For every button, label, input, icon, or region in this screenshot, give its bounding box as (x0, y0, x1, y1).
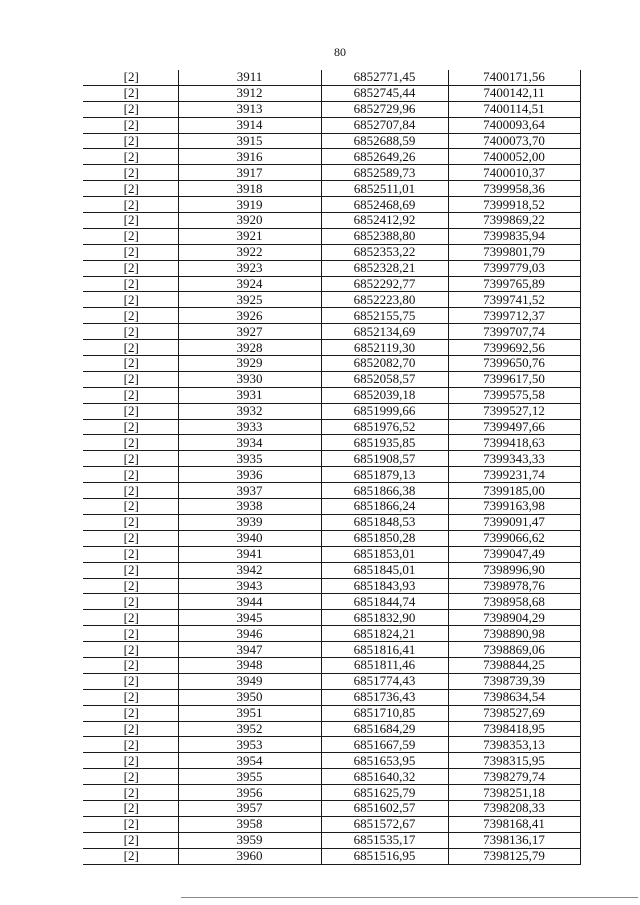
point-number-cell: 3947 (178, 642, 321, 658)
table-row (83, 356, 580, 372)
table-row (83, 292, 580, 308)
y-coordinate-cell: 7399047,49 (448, 546, 580, 562)
x-coordinate-cell: 6852058,57 (321, 371, 448, 387)
table-row (83, 340, 580, 356)
x-coordinate-cell: 6851684,29 (321, 721, 448, 737)
point-number-cell: 3942 (178, 562, 321, 578)
x-coordinate-cell: 6852589,73 (321, 165, 448, 181)
point-number-cell: 3949 (178, 673, 321, 689)
x-coordinate-cell: 6851844,74 (321, 594, 448, 610)
source-ref-cell: [2] (83, 578, 178, 594)
point-number-cell: 3940 (178, 530, 321, 546)
point-number-cell: 3937 (178, 483, 321, 499)
y-coordinate-cell: 7398904,29 (448, 610, 580, 626)
x-coordinate-cell: 6851848,53 (321, 514, 448, 530)
y-coordinate-cell: 7400010,37 (448, 165, 580, 181)
table-row (83, 387, 580, 403)
x-coordinate-cell: 6851602,57 (321, 800, 448, 816)
table-row (83, 689, 580, 705)
x-coordinate-cell: 6851866,24 (321, 499, 448, 515)
page-number: 80 (334, 45, 346, 59)
x-coordinate-cell: 6852292,77 (321, 276, 448, 292)
y-coordinate-cell: 7398208,33 (448, 800, 580, 816)
table-row (83, 483, 580, 499)
y-coordinate-cell: 7399801,79 (448, 244, 580, 260)
y-coordinate-cell: 7399575,58 (448, 387, 580, 403)
x-coordinate-cell: 6851667,59 (321, 737, 448, 753)
source-ref-cell: [2] (83, 117, 178, 133)
y-coordinate-cell: 7399835,94 (448, 228, 580, 244)
point-number-cell: 3959 (178, 832, 321, 848)
source-ref-cell: [2] (83, 292, 178, 308)
y-coordinate-cell: 7399918,52 (448, 197, 580, 213)
source-ref-cell: [2] (83, 737, 178, 753)
source-ref-cell: [2] (83, 276, 178, 292)
point-number-cell: 3926 (178, 308, 321, 324)
y-coordinate-cell: 7399418,63 (448, 435, 580, 451)
x-coordinate-cell: 6852082,70 (321, 356, 448, 372)
x-coordinate-cell: 6852688,59 (321, 133, 448, 149)
point-number-cell: 3933 (178, 419, 321, 435)
table-row (83, 530, 580, 546)
point-number-cell: 3958 (178, 816, 321, 832)
x-coordinate-cell: 6851999,66 (321, 403, 448, 419)
table-row (83, 70, 580, 85)
x-coordinate-cell: 6852412,92 (321, 213, 448, 229)
x-coordinate-cell: 6851816,41 (321, 642, 448, 658)
table-row (83, 435, 580, 451)
table-row (83, 133, 580, 149)
y-coordinate-cell: 7398978,76 (448, 578, 580, 594)
point-number-cell: 3920 (178, 213, 321, 229)
x-coordinate-cell: 6851824,21 (321, 626, 448, 642)
y-coordinate-cell: 7398353,13 (448, 737, 580, 753)
y-coordinate-cell: 7399765,89 (448, 276, 580, 292)
source-ref-cell: [2] (83, 705, 178, 721)
table-row (83, 610, 580, 626)
table-row (83, 276, 580, 292)
point-number-cell: 3928 (178, 340, 321, 356)
point-number-cell: 3946 (178, 626, 321, 642)
source-ref-cell: [2] (83, 800, 178, 816)
source-ref-cell: [2] (83, 626, 178, 642)
y-coordinate-cell: 7398890,98 (448, 626, 580, 642)
source-ref-cell: [2] (83, 324, 178, 340)
x-coordinate-cell: 6851832,90 (321, 610, 448, 626)
coordinates-table-body (83, 70, 580, 864)
source-ref-cell: [2] (83, 483, 178, 499)
table-row (83, 816, 580, 832)
point-number-cell: 3929 (178, 356, 321, 372)
point-number-cell: 3931 (178, 387, 321, 403)
y-coordinate-cell: 7399712,37 (448, 308, 580, 324)
x-coordinate-cell: 6851710,85 (321, 705, 448, 721)
x-coordinate-cell: 6851935,85 (321, 435, 448, 451)
source-ref-cell: [2] (83, 514, 178, 530)
coordinates-table (83, 70, 581, 865)
y-coordinate-cell: 7399617,50 (448, 371, 580, 387)
source-ref-cell: [2] (83, 594, 178, 610)
x-coordinate-cell: 6851866,38 (321, 483, 448, 499)
source-ref-cell: [2] (83, 149, 178, 165)
point-number-cell: 3922 (178, 244, 321, 260)
source-ref-cell: [2] (83, 308, 178, 324)
y-coordinate-cell: 7399527,12 (448, 403, 580, 419)
point-number-cell: 3957 (178, 800, 321, 816)
source-ref-cell: [2] (83, 85, 178, 101)
x-coordinate-cell: 6851811,46 (321, 657, 448, 673)
source-ref-cell: [2] (83, 642, 178, 658)
table-row (83, 149, 580, 165)
y-coordinate-cell: 7400142,11 (448, 85, 580, 101)
y-coordinate-cell: 7398869,06 (448, 642, 580, 658)
y-coordinate-cell: 7399163,98 (448, 499, 580, 515)
bottom-rule (181, 897, 638, 898)
x-coordinate-cell: 6852771,45 (321, 70, 448, 85)
source-ref-cell: [2] (83, 689, 178, 705)
point-number-cell: 3932 (178, 403, 321, 419)
point-number-cell: 3912 (178, 85, 321, 101)
point-number-cell: 3939 (178, 514, 321, 530)
table-row (83, 117, 580, 133)
x-coordinate-cell: 6851850,28 (321, 530, 448, 546)
table-row (83, 451, 580, 467)
table-row (83, 419, 580, 435)
x-coordinate-cell: 6852468,69 (321, 197, 448, 213)
x-coordinate-cell: 6851640,32 (321, 769, 448, 785)
x-coordinate-cell: 6852119,30 (321, 340, 448, 356)
x-coordinate-cell: 6851535,17 (321, 832, 448, 848)
point-number-cell: 3925 (178, 292, 321, 308)
y-coordinate-cell: 7399497,66 (448, 419, 580, 435)
table-row (83, 101, 580, 117)
y-coordinate-cell: 7399343,33 (448, 451, 580, 467)
y-coordinate-cell: 7400052,00 (448, 149, 580, 165)
table-row (83, 832, 580, 848)
source-ref-cell: [2] (83, 610, 178, 626)
y-coordinate-cell: 7398251,18 (448, 785, 580, 801)
source-ref-cell: [2] (83, 769, 178, 785)
point-number-cell: 3951 (178, 705, 321, 721)
point-number-cell: 3917 (178, 165, 321, 181)
table-row (83, 514, 580, 530)
table-row (83, 737, 580, 753)
source-ref-cell: [2] (83, 356, 178, 372)
source-ref-cell: [2] (83, 165, 178, 181)
table-row (83, 260, 580, 276)
source-ref-cell: [2] (83, 546, 178, 562)
x-coordinate-cell: 6851879,13 (321, 467, 448, 483)
x-coordinate-cell: 6851853,01 (321, 546, 448, 562)
point-number-cell: 3948 (178, 657, 321, 673)
x-coordinate-cell: 6851653,95 (321, 753, 448, 769)
table-row (83, 642, 580, 658)
source-ref-cell: [2] (83, 657, 178, 673)
point-number-cell: 3956 (178, 785, 321, 801)
table-row (83, 403, 580, 419)
y-coordinate-cell: 7400093,64 (448, 117, 580, 133)
y-coordinate-cell: 7398527,69 (448, 705, 580, 721)
source-ref-cell: [2] (83, 721, 178, 737)
point-number-cell: 3936 (178, 467, 321, 483)
table-row (83, 800, 580, 816)
table-row (83, 848, 580, 864)
point-number-cell: 3918 (178, 181, 321, 197)
x-coordinate-cell: 6852039,18 (321, 387, 448, 403)
source-ref-cell: [2] (83, 228, 178, 244)
table-row (83, 244, 580, 260)
source-ref-cell: [2] (83, 499, 178, 515)
y-coordinate-cell: 7400171,56 (448, 70, 580, 85)
table-row (83, 371, 580, 387)
y-coordinate-cell: 7398958,68 (448, 594, 580, 610)
point-number-cell: 3927 (178, 324, 321, 340)
x-coordinate-cell: 6852223,80 (321, 292, 448, 308)
source-ref-cell: [2] (83, 753, 178, 769)
y-coordinate-cell: 7399779,03 (448, 260, 580, 276)
point-number-cell: 3953 (178, 737, 321, 753)
point-number-cell: 3960 (178, 848, 321, 864)
point-number-cell: 3934 (178, 435, 321, 451)
table-row (83, 197, 580, 213)
source-ref-cell: [2] (83, 101, 178, 117)
source-ref-cell: [2] (83, 848, 178, 864)
y-coordinate-cell: 7398418,95 (448, 721, 580, 737)
point-number-cell: 3914 (178, 117, 321, 133)
source-ref-cell: [2] (83, 451, 178, 467)
point-number-cell: 3935 (178, 451, 321, 467)
source-ref-cell: [2] (83, 435, 178, 451)
point-number-cell: 3913 (178, 101, 321, 117)
table-row (83, 721, 580, 737)
table-row (83, 657, 580, 673)
source-ref-cell: [2] (83, 403, 178, 419)
x-coordinate-cell: 6851976,52 (321, 419, 448, 435)
y-coordinate-cell: 7398136,17 (448, 832, 580, 848)
table-row (83, 753, 580, 769)
y-coordinate-cell: 7398739,39 (448, 673, 580, 689)
table-row (83, 85, 580, 101)
table-row (83, 467, 580, 483)
point-number-cell: 3941 (178, 546, 321, 562)
source-ref-cell: [2] (83, 562, 178, 578)
x-coordinate-cell: 6852353,22 (321, 244, 448, 260)
x-coordinate-cell: 6851736,43 (321, 689, 448, 705)
source-ref-cell: [2] (83, 419, 178, 435)
table-row (83, 181, 580, 197)
x-coordinate-cell: 6851625,79 (321, 785, 448, 801)
y-coordinate-cell: 7399066,62 (448, 530, 580, 546)
point-number-cell: 3938 (178, 499, 321, 515)
y-coordinate-cell: 7400073,70 (448, 133, 580, 149)
y-coordinate-cell: 7398125,79 (448, 848, 580, 864)
point-number-cell: 3915 (178, 133, 321, 149)
source-ref-cell: [2] (83, 181, 178, 197)
point-number-cell: 3924 (178, 276, 321, 292)
y-coordinate-cell: 7398279,74 (448, 769, 580, 785)
y-coordinate-cell: 7398844,25 (448, 657, 580, 673)
table-row (83, 546, 580, 562)
y-coordinate-cell: 7399958,36 (448, 181, 580, 197)
x-coordinate-cell: 6852707,84 (321, 117, 448, 133)
x-coordinate-cell: 6852745,44 (321, 85, 448, 101)
x-coordinate-cell: 6851516,95 (321, 848, 448, 864)
table-row (83, 769, 580, 785)
table-row (83, 594, 580, 610)
y-coordinate-cell: 7399741,52 (448, 292, 580, 308)
point-number-cell: 3955 (178, 769, 321, 785)
point-number-cell: 3919 (178, 197, 321, 213)
table-row (83, 785, 580, 801)
point-number-cell: 3952 (178, 721, 321, 737)
table-row (83, 499, 580, 515)
y-coordinate-cell: 7398168,41 (448, 816, 580, 832)
source-ref-cell: [2] (83, 197, 178, 213)
x-coordinate-cell: 6852388,80 (321, 228, 448, 244)
y-coordinate-cell: 7399692,56 (448, 340, 580, 356)
source-ref-cell: [2] (83, 213, 178, 229)
y-coordinate-cell: 7399185,00 (448, 483, 580, 499)
x-coordinate-cell: 6852134,69 (321, 324, 448, 340)
source-ref-cell: [2] (83, 785, 178, 801)
x-coordinate-cell: 6852729,96 (321, 101, 448, 117)
source-ref-cell: [2] (83, 673, 178, 689)
table-row (83, 324, 580, 340)
y-coordinate-cell: 7398634,54 (448, 689, 580, 705)
point-number-cell: 3916 (178, 149, 321, 165)
point-number-cell: 3943 (178, 578, 321, 594)
point-number-cell: 3923 (178, 260, 321, 276)
table-row (83, 308, 580, 324)
y-coordinate-cell: 7400114,51 (448, 101, 580, 117)
source-ref-cell: [2] (83, 387, 178, 403)
source-ref-cell: [2] (83, 371, 178, 387)
table-row (83, 673, 580, 689)
y-coordinate-cell: 7399650,76 (448, 356, 580, 372)
table-row (83, 562, 580, 578)
point-number-cell: 3945 (178, 610, 321, 626)
y-coordinate-cell: 7398996,90 (448, 562, 580, 578)
table-row (83, 626, 580, 642)
table-row (83, 705, 580, 721)
point-number-cell: 3954 (178, 753, 321, 769)
x-coordinate-cell: 6852649,26 (321, 149, 448, 165)
source-ref-cell: [2] (83, 244, 178, 260)
source-ref-cell: [2] (83, 340, 178, 356)
x-coordinate-cell: 6851774,43 (321, 673, 448, 689)
x-coordinate-cell: 6852511,01 (321, 181, 448, 197)
table-row (83, 213, 580, 229)
source-ref-cell: [2] (83, 832, 178, 848)
y-coordinate-cell: 7399231,74 (448, 467, 580, 483)
source-ref-cell: [2] (83, 260, 178, 276)
source-ref-cell: [2] (83, 70, 178, 85)
point-number-cell: 3911 (178, 70, 321, 85)
table-row (83, 165, 580, 181)
point-number-cell: 3944 (178, 594, 321, 610)
x-coordinate-cell: 6851572,67 (321, 816, 448, 832)
table-row (83, 228, 580, 244)
point-number-cell: 3930 (178, 371, 321, 387)
x-coordinate-cell: 6852328,21 (321, 260, 448, 276)
y-coordinate-cell: 7399091,47 (448, 514, 580, 530)
source-ref-cell: [2] (83, 816, 178, 832)
y-coordinate-cell: 7398315,95 (448, 753, 580, 769)
y-coordinate-cell: 7399707,74 (448, 324, 580, 340)
x-coordinate-cell: 6852155,75 (321, 308, 448, 324)
y-coordinate-cell: 7399869,22 (448, 213, 580, 229)
table-row (83, 578, 580, 594)
x-coordinate-cell: 6851845,01 (321, 562, 448, 578)
x-coordinate-cell: 6851908,57 (321, 451, 448, 467)
source-ref-cell: [2] (83, 530, 178, 546)
point-number-cell: 3921 (178, 228, 321, 244)
point-number-cell: 3950 (178, 689, 321, 705)
source-ref-cell: [2] (83, 467, 178, 483)
source-ref-cell: [2] (83, 133, 178, 149)
x-coordinate-cell: 6851843,93 (321, 578, 448, 594)
